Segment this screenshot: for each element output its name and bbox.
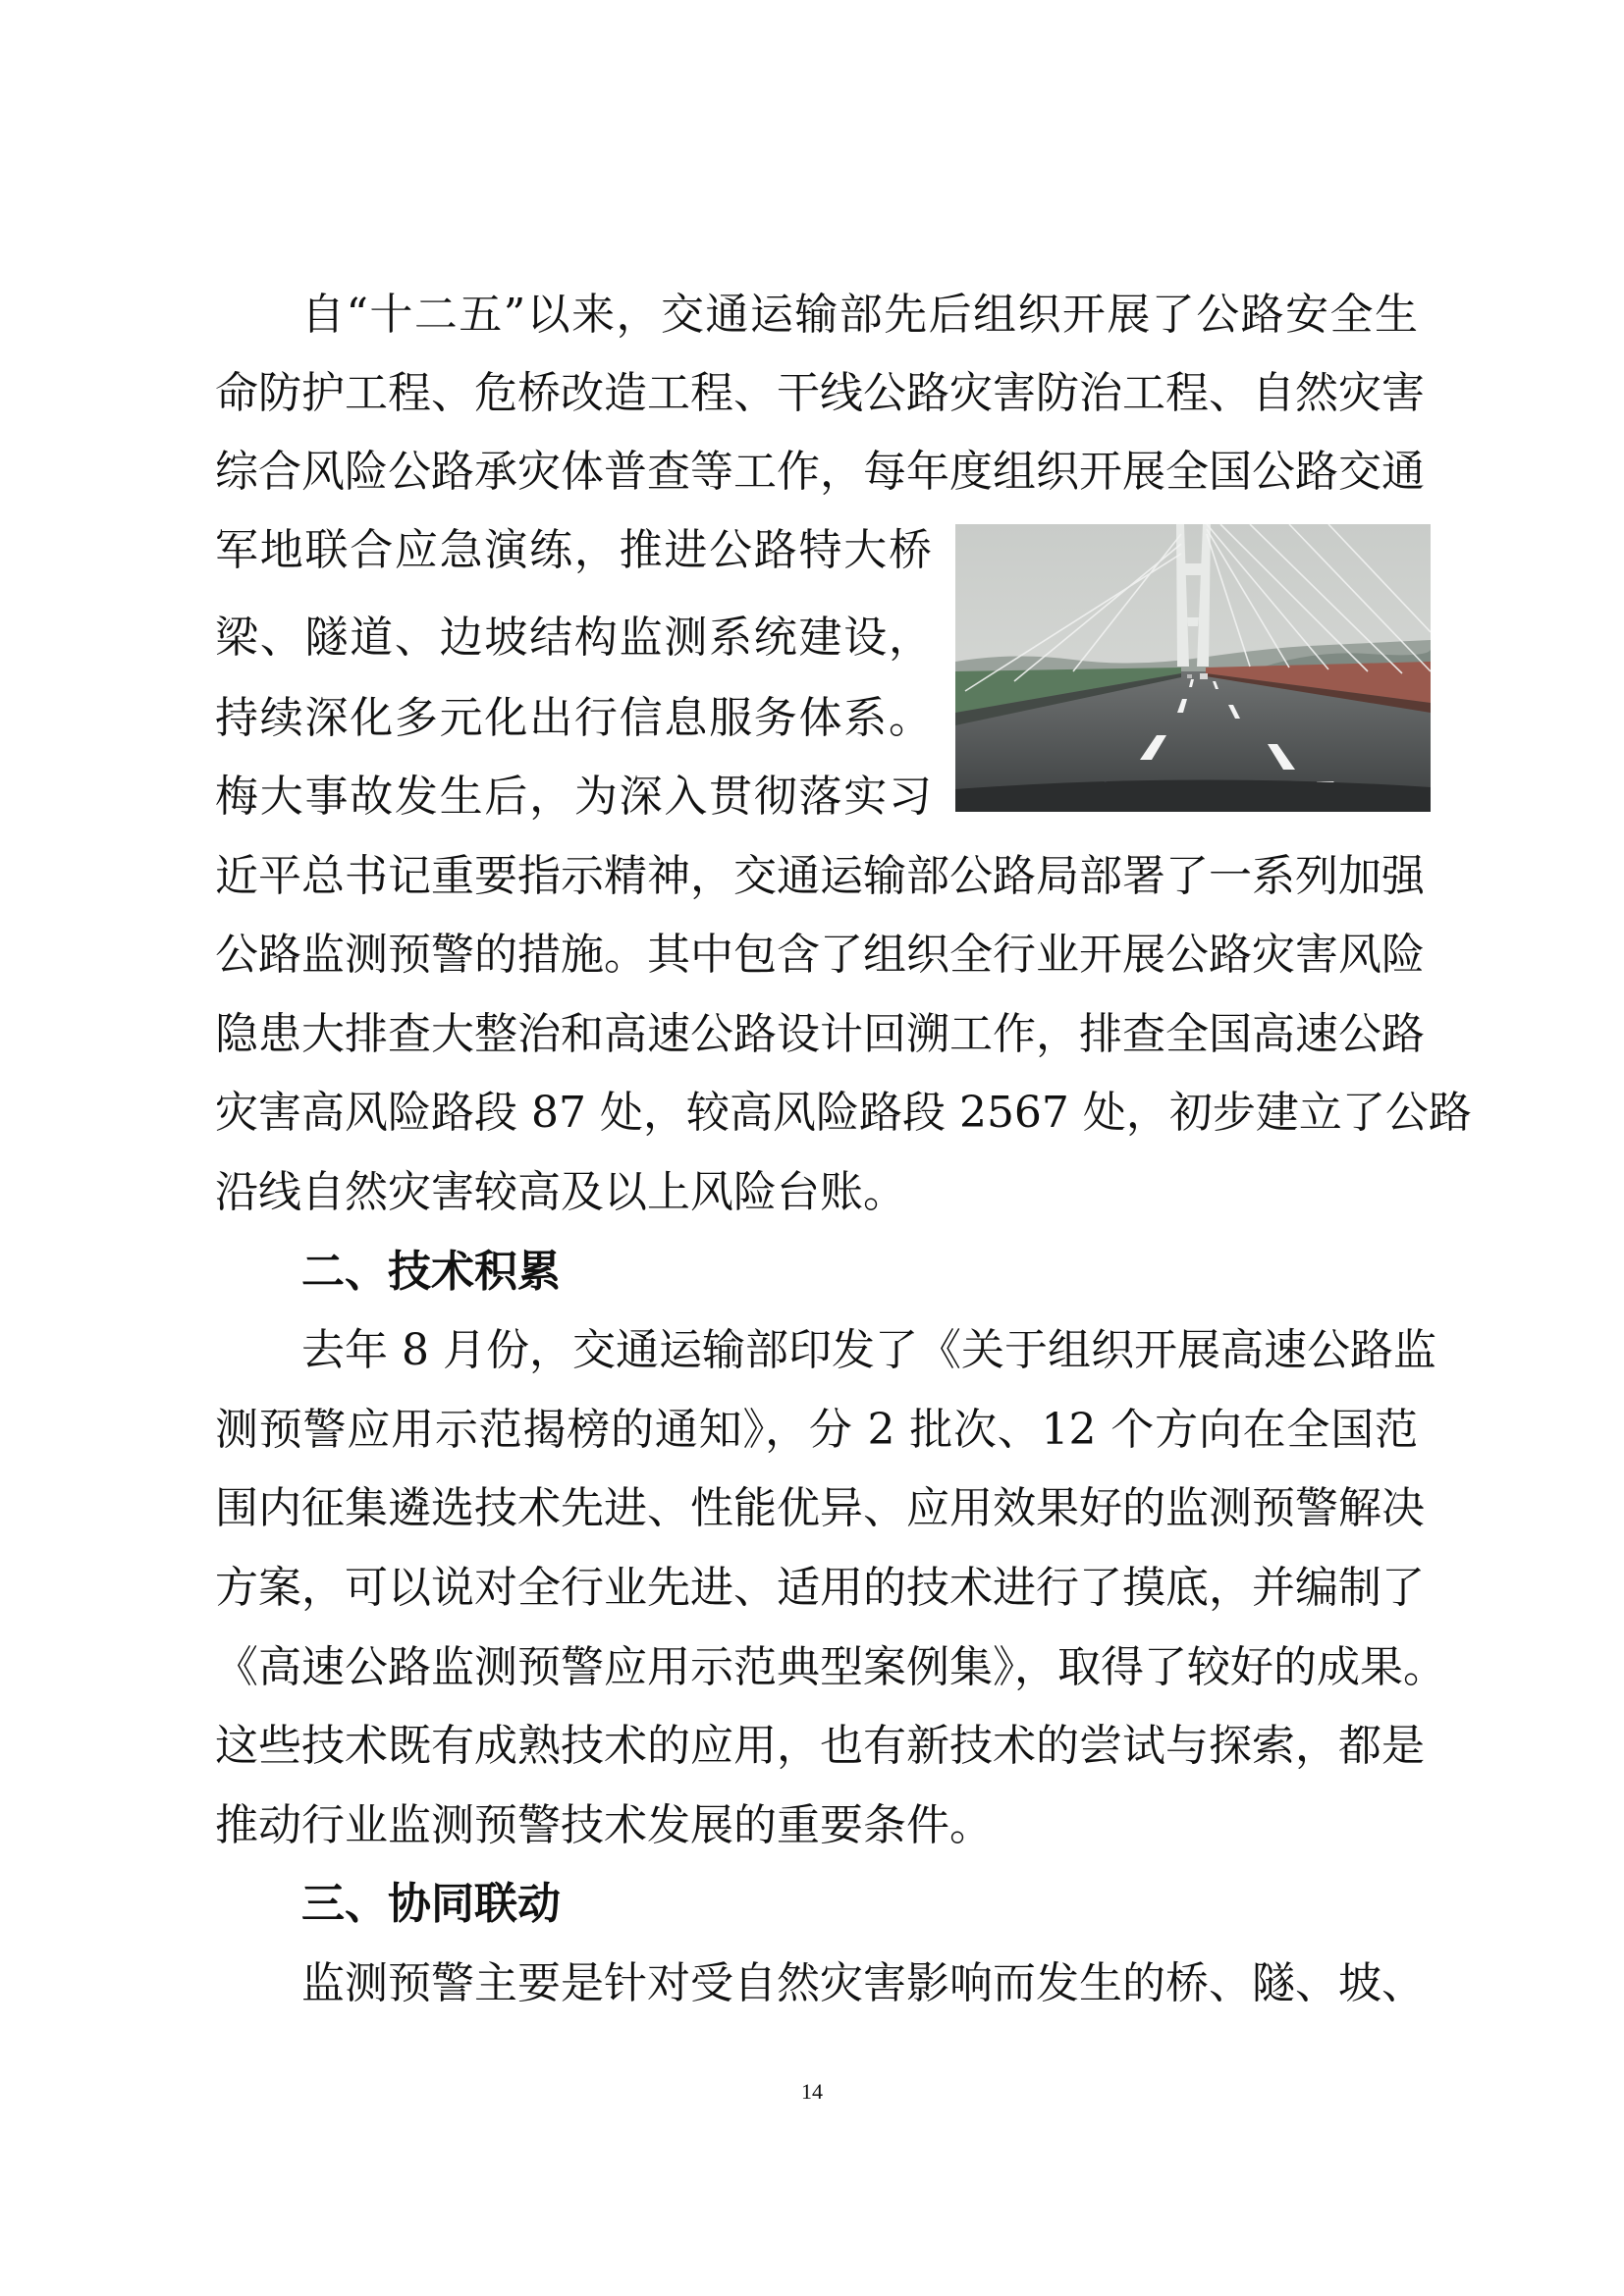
paragraph-line: 近平总书记重要指示精神，交通运输部公路局部署了一系列加强 (215, 851, 1425, 901)
paragraph-line: 军地联合应急演练，推进公路特大桥 (215, 525, 932, 575)
paragraph-line: 测预警应用示范揭榜的通知》，分 2 批次、12 个方向在全国范 (215, 1405, 1418, 1455)
paragraph-line: 梁、隧道、边坡结构监测系统建设， (215, 613, 932, 663)
paragraph-line: 监测预警主要是针对受自然灾害影响而发生的桥、隧、坡、 (301, 1958, 1425, 2008)
paragraph-line: 去年 8 月份，交通运输部印发了《关于组织开展高速公路监 (301, 1325, 1436, 1375)
paragraph-line: 持续深化多元化出行信息服务体系。 (215, 693, 932, 743)
paragraph-line: 推动行业监测预警技术发展的重要条件。 (215, 1800, 993, 1850)
section-heading: 二、技术积累 (301, 1247, 561, 1297)
paragraph-line: 沿线自然灾害较高及以上风险台账。 (215, 1167, 906, 1217)
paragraph-line: 综合风险公路承灾体普查等工作，每年度组织开展全国公路交通 (215, 447, 1425, 497)
paragraph-line: 灾害高风险路段 87 处，较高风险路段 2567 处，初步建立了公路 (215, 1088, 1472, 1138)
paragraph-line: 隐患大排查大整治和高速公路设计回溯工作，排查全国高速公路 (215, 1009, 1425, 1059)
page-number: 14 (801, 2079, 823, 2104)
paragraph-line: 围内征集遴选技术先进、性能优异、应用效果好的监测预警解决 (215, 1483, 1425, 1533)
paragraph-line: 自“十二五”以来，交通运输部先后组织开展了公路安全生 (301, 290, 1418, 340)
bridge-photo (955, 524, 1431, 812)
paragraph-line: 《高速公路监测预警应用示范典型案例集》，取得了较好的成果。 (215, 1642, 1446, 1692)
paragraph-line: 这些技术既有成熟技术的应用，也有新技术的尝试与探索，都是 (215, 1721, 1425, 1771)
paragraph-line: 命防护工程、危桥改造工程、干线公路灾害防治工程、自然灾害 (215, 368, 1425, 418)
section-heading: 三、协同联动 (301, 1879, 561, 1929)
paragraph-line: 梅大事故发生后，为深入贯彻落实习 (215, 772, 932, 822)
paragraph-line: 方案，可以说对全行业先进、适用的技术进行了摸底，并编制了 (215, 1563, 1425, 1613)
paragraph-line: 公路监测预警的措施。其中包含了组织全行业开展公路灾害风险 (215, 930, 1425, 980)
